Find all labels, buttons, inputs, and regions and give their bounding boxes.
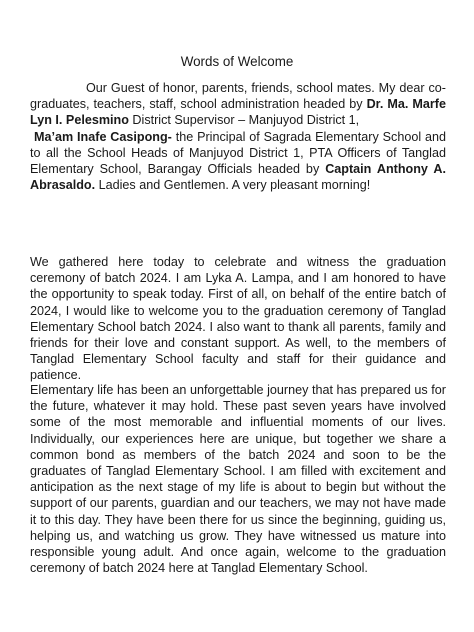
greeting-text-3: the Principal of Sagrada Elementary School and to all the School Heads of Manjuyod District 1, PTA Officers of Tanglad Elementary School, Barangay Officials headed by [30,129,446,177]
captain-name: Captain Anthony A. Abrasaldo. [30,162,446,193]
principal-name: Ma’am Inafe Casipong- [34,129,172,144]
body-paragraph-2: We gathered here today to celebrate and witness the graduation ceremony of batch 2024. I am Lyka A. Lampa, and I am honored to have the opportunity to speak today. First of all, on behalf of the entire batch of 2024, I would like to welcome you to the graduation ceremony of Tanglad Elementary School batch 2024. I also want to thank all parents, family and friends for their love and constant support. As well, to the members of Tanglad Elementary School faculty and staff for their guidance and patience. [30,255,446,383]
greeting-text-1: Our Guest of honor, parents, friends, school mates. My dear co-graduates, teachers, staff, school administration headed by [30,81,446,112]
greeting-paragraph [30,80,446,193]
supervisor-name: Dr. Ma. Marfe Lyn I. Pelesmino [30,97,446,128]
document-title: Words of Welcome [180,54,294,69]
greeting-text-4: Ladies and Gentlemen. A very pleasant morning! [95,178,371,193]
greeting-text-2: District Supervisor – Manjuyod District 1, [128,113,360,128]
body-paragraph-3: Elementary life has been an unforgettable journey that has prepared us for the future, whatever it may hold. These past seven years have involved some of the most memorable and influential moments of our lives. Individually, our experiences here are unique, but together we share a common bond as members of the batch 2024 and soon to be the graduates of Tanglad Elementary School. I am filled with excitement and anticipation as the next stage of my life is about to begin but without the support of our parents, guardian and our teachers, we may not have made it to this day. They have been there for us since the beginning, guiding us, helping us, and watching us grow. They have witnessed us mature into responsible young adult. And once again, welcome to the graduation ceremony of batch 2024 here at Tanglad Elementary School. [30,383,446,576]
